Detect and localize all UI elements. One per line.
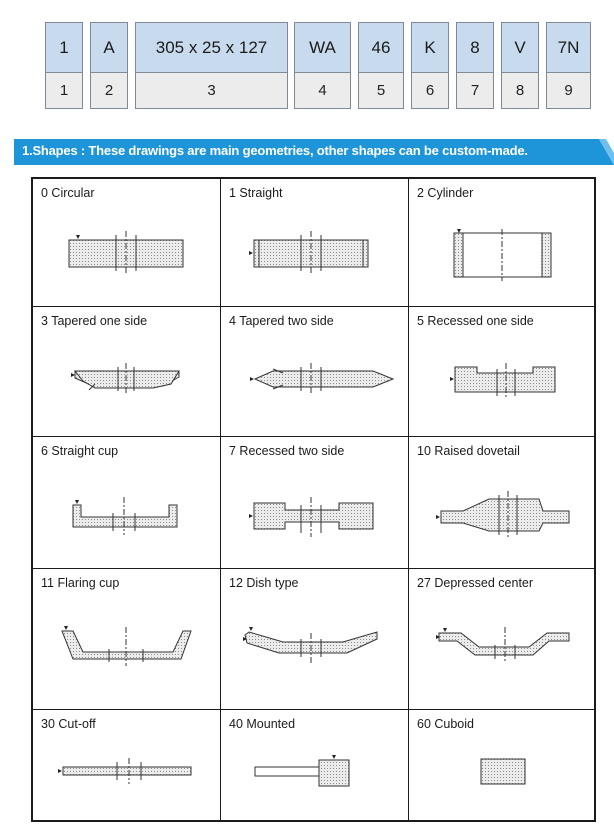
tapered-one-side-wheel-icon: [33, 307, 221, 437]
shape-cell: [33, 710, 221, 822]
shape-cell: [409, 307, 596, 437]
code-index: 3: [136, 73, 287, 108]
code-index: 9: [547, 73, 590, 108]
recessed-one-side-wheel-icon: [409, 307, 596, 437]
shape-label: 5 Recessed one side: [417, 314, 534, 328]
circular-wheel-icon: [33, 179, 221, 307]
code-box-5: [358, 22, 404, 109]
raised-dovetail-wheel-icon: [409, 437, 596, 569]
shape-cell: [221, 307, 409, 437]
recessed-two-side-wheel-icon: [221, 437, 409, 569]
code-box-6: [411, 22, 449, 109]
shape-label: 2 Cylinder: [417, 186, 474, 200]
tapered-two-side-wheel-icon: [221, 307, 409, 437]
code-value: 8: [457, 23, 493, 73]
shapes-grid: [31, 177, 596, 822]
shape-label: 7 Recessed two side: [229, 444, 345, 458]
shape-cell: [409, 179, 596, 307]
section-title: 1.Shapes : These drawings are main geometries, other shapes can be custom-made.: [22, 143, 528, 158]
code-index: 1: [46, 73, 82, 108]
shape-cell: [409, 437, 596, 569]
shape-label: 4 Tapered two side: [229, 314, 334, 328]
shape-cell: [33, 437, 221, 569]
shape-label: 10 Raised dovetail: [417, 444, 520, 458]
shape-label: 6 Straight cup: [41, 444, 119, 458]
code-box-8: [501, 22, 539, 109]
flaring-cup-wheel-icon: [33, 569, 221, 710]
code-value: 1: [46, 23, 82, 73]
code-value: 46: [359, 23, 403, 73]
shape-cell: [221, 179, 409, 307]
code-value: 7N: [547, 23, 590, 73]
shape-cell: [33, 179, 221, 307]
code-value: WA: [295, 23, 350, 73]
shape-label: 11 Flaring cup: [41, 576, 120, 590]
shape-label: 3 Tapered one side: [41, 314, 148, 328]
shape-label: 40 Mounted: [229, 717, 296, 731]
shape-label: 1 Straight: [229, 186, 283, 200]
shape-label: 12 Dish type: [229, 576, 299, 590]
code-index: 8: [502, 73, 538, 108]
code-index: 4: [295, 73, 350, 108]
code-box-9: [546, 22, 591, 109]
code-box-3: [135, 22, 288, 109]
straight-wheel-icon: [221, 179, 409, 307]
cut-off-wheel-icon: [33, 710, 221, 822]
code-box-7: [456, 22, 494, 109]
code-box-2: [90, 22, 128, 109]
code-value: 305 x 25 x 127: [136, 23, 287, 73]
shape-label: 30 Cut-off: [41, 717, 96, 731]
mounted-point-icon: [221, 710, 409, 822]
shape-label: 60 Cuboid: [417, 717, 474, 731]
shape-cell: [33, 569, 221, 710]
shape-label: 0 Circular: [41, 186, 95, 200]
code-value: V: [502, 23, 538, 73]
code-box-1: [45, 22, 83, 109]
straight-cup-wheel-icon: [33, 437, 221, 569]
dish-type-wheel-icon: [221, 569, 409, 710]
code-box-4: [294, 22, 351, 109]
code-index: 5: [359, 73, 403, 108]
shape-label: 27 Depressed center: [417, 576, 534, 590]
code-index: 6: [412, 73, 448, 108]
shape-cell: [221, 569, 409, 710]
code-index: 2: [91, 73, 127, 108]
section-banner: [14, 139, 614, 165]
shape-cell: [33, 307, 221, 437]
code-value: A: [91, 23, 127, 73]
code-value: K: [412, 23, 448, 73]
cylinder-wheel-icon: [409, 179, 596, 307]
shape-cell: [409, 710, 596, 822]
code-index: 7: [457, 73, 493, 108]
shape-cell: [221, 710, 409, 822]
shape-cell: [409, 569, 596, 710]
cuboid-block-icon: [409, 710, 596, 822]
spec-code-strip: [0, 0, 614, 120]
depressed-center-wheel-icon: [409, 569, 596, 710]
shape-cell: [221, 437, 409, 569]
